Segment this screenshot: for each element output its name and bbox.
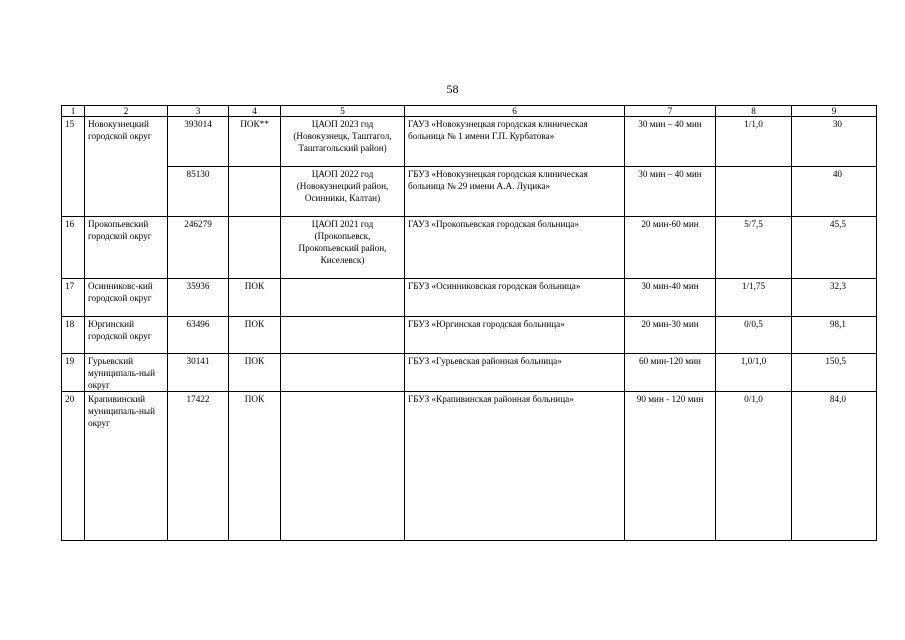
hospital-cell: ГБУЗ «Крапивинская районная больница» [405,392,625,541]
hospital-cell: ГАУЗ «Новокузнецкая городская клиническая больница № 1 имени Г.П. Курбатова» [405,117,625,167]
type-cell [229,217,281,279]
column-number-row [62,106,877,117]
time-cell: 30 мин – 40 мин [625,117,716,167]
table-row [62,167,877,217]
type-cell: ПОК** [229,117,281,167]
distance-cell: 150,5 [792,354,877,392]
hospital-cell: ГБУЗ «Юргинская городская больница» [405,317,625,354]
table-row [62,217,877,279]
time-cell: 20 мин-60 мин [625,217,716,279]
ratio-cell [716,167,792,217]
center-cell: ЦАОП 2023 год (Новокузнецк, Таштагол, Таштагольский район) [281,117,405,167]
hospital-cell: ГБУЗ «Новокузнецкая городская клиническая больница № 29 имени А.А. Луцика» [405,167,625,217]
type-cell: ПОК [229,279,281,317]
ratio-cell: 1,0/1,0 [716,354,792,392]
population-cell: 35936 [168,279,229,317]
column-header: 4 [229,106,281,117]
territory-cell: Осинниковс-кий городской округ [85,279,168,317]
table-row [62,354,877,392]
distance-cell: 40 [792,167,877,217]
population-cell: 246279 [168,217,229,279]
ratio-cell: 0/0,5 [716,317,792,354]
time-cell: 20 мин-30 мин [625,317,716,354]
row-number: 18 [62,317,85,354]
hospital-cell: ГАУЗ «Прокопьевская городская больница» [405,217,625,279]
column-header: 7 [625,106,716,117]
table-row [62,317,877,354]
center-cell [281,392,405,541]
table-row [62,117,877,167]
center-cell: ЦАОП 2021 год (Прокопьевск, Прокопьевский район, Киселевск) [281,217,405,279]
center-cell [281,317,405,354]
population-cell: 393014 [168,117,229,167]
distance-cell: 84,0 [792,392,877,541]
center-cell [281,354,405,392]
distance-cell: 30 [792,117,877,167]
time-cell: 30 мин – 40 мин [625,167,716,217]
data-table [61,105,877,541]
time-cell: 60 мин-120 мин [625,354,716,392]
column-header: 1 [62,106,85,117]
center-cell: ЦАОП 2022 год (Новокузнецкий район, Осинники, Калтан) [281,167,405,217]
distance-cell: 45,5 [792,217,877,279]
ratio-cell: 1/1,75 [716,279,792,317]
hospital-cell: ГБУЗ «Осинниковская городская больница» [405,279,625,317]
row-number: 17 [62,279,85,317]
type-cell: ПОК [229,354,281,392]
population-cell: 85130 [168,167,229,217]
ratio-cell: 0/1,0 [716,392,792,541]
center-cell [281,279,405,317]
ratio-cell: 5/7,5 [716,217,792,279]
hospital-cell: ГБУЗ «Гурьевская районная больница» [405,354,625,392]
row-number: 16 [62,217,85,279]
type-cell [229,167,281,217]
row-number: 15 [62,117,85,217]
population-cell: 63496 [168,317,229,354]
territory-cell: Юргинский городской округ [85,317,168,354]
table-row [62,392,877,541]
ratio-cell: 1/1,0 [716,117,792,167]
territory-cell: Прокопьевский городской округ [85,217,168,279]
territory-cell: Новокузнецкий городской округ [85,117,168,217]
row-number: 20 [62,392,85,541]
distance-cell: 32,3 [792,279,877,317]
type-cell: ПОК [229,317,281,354]
column-header: 3 [168,106,229,117]
distance-cell: 98,1 [792,317,877,354]
territory-cell: Крапивинский муниципаль-ный округ [85,392,168,541]
type-cell: ПОК [229,392,281,541]
population-cell: 17422 [168,392,229,541]
territory-cell: Гурьевский муниципаль-ный округ [85,354,168,392]
column-header: 9 [792,106,877,117]
column-header: 6 [405,106,625,117]
column-header: 2 [85,106,168,117]
time-cell: 90 мин - 120 мин [625,392,716,541]
page-number: 58 [446,82,459,96]
row-number: 19 [62,354,85,392]
column-header: 8 [716,106,792,117]
population-cell: 30141 [168,354,229,392]
column-header: 5 [281,106,405,117]
table-row [62,279,877,317]
time-cell: 30 мин-40 мин [625,279,716,317]
